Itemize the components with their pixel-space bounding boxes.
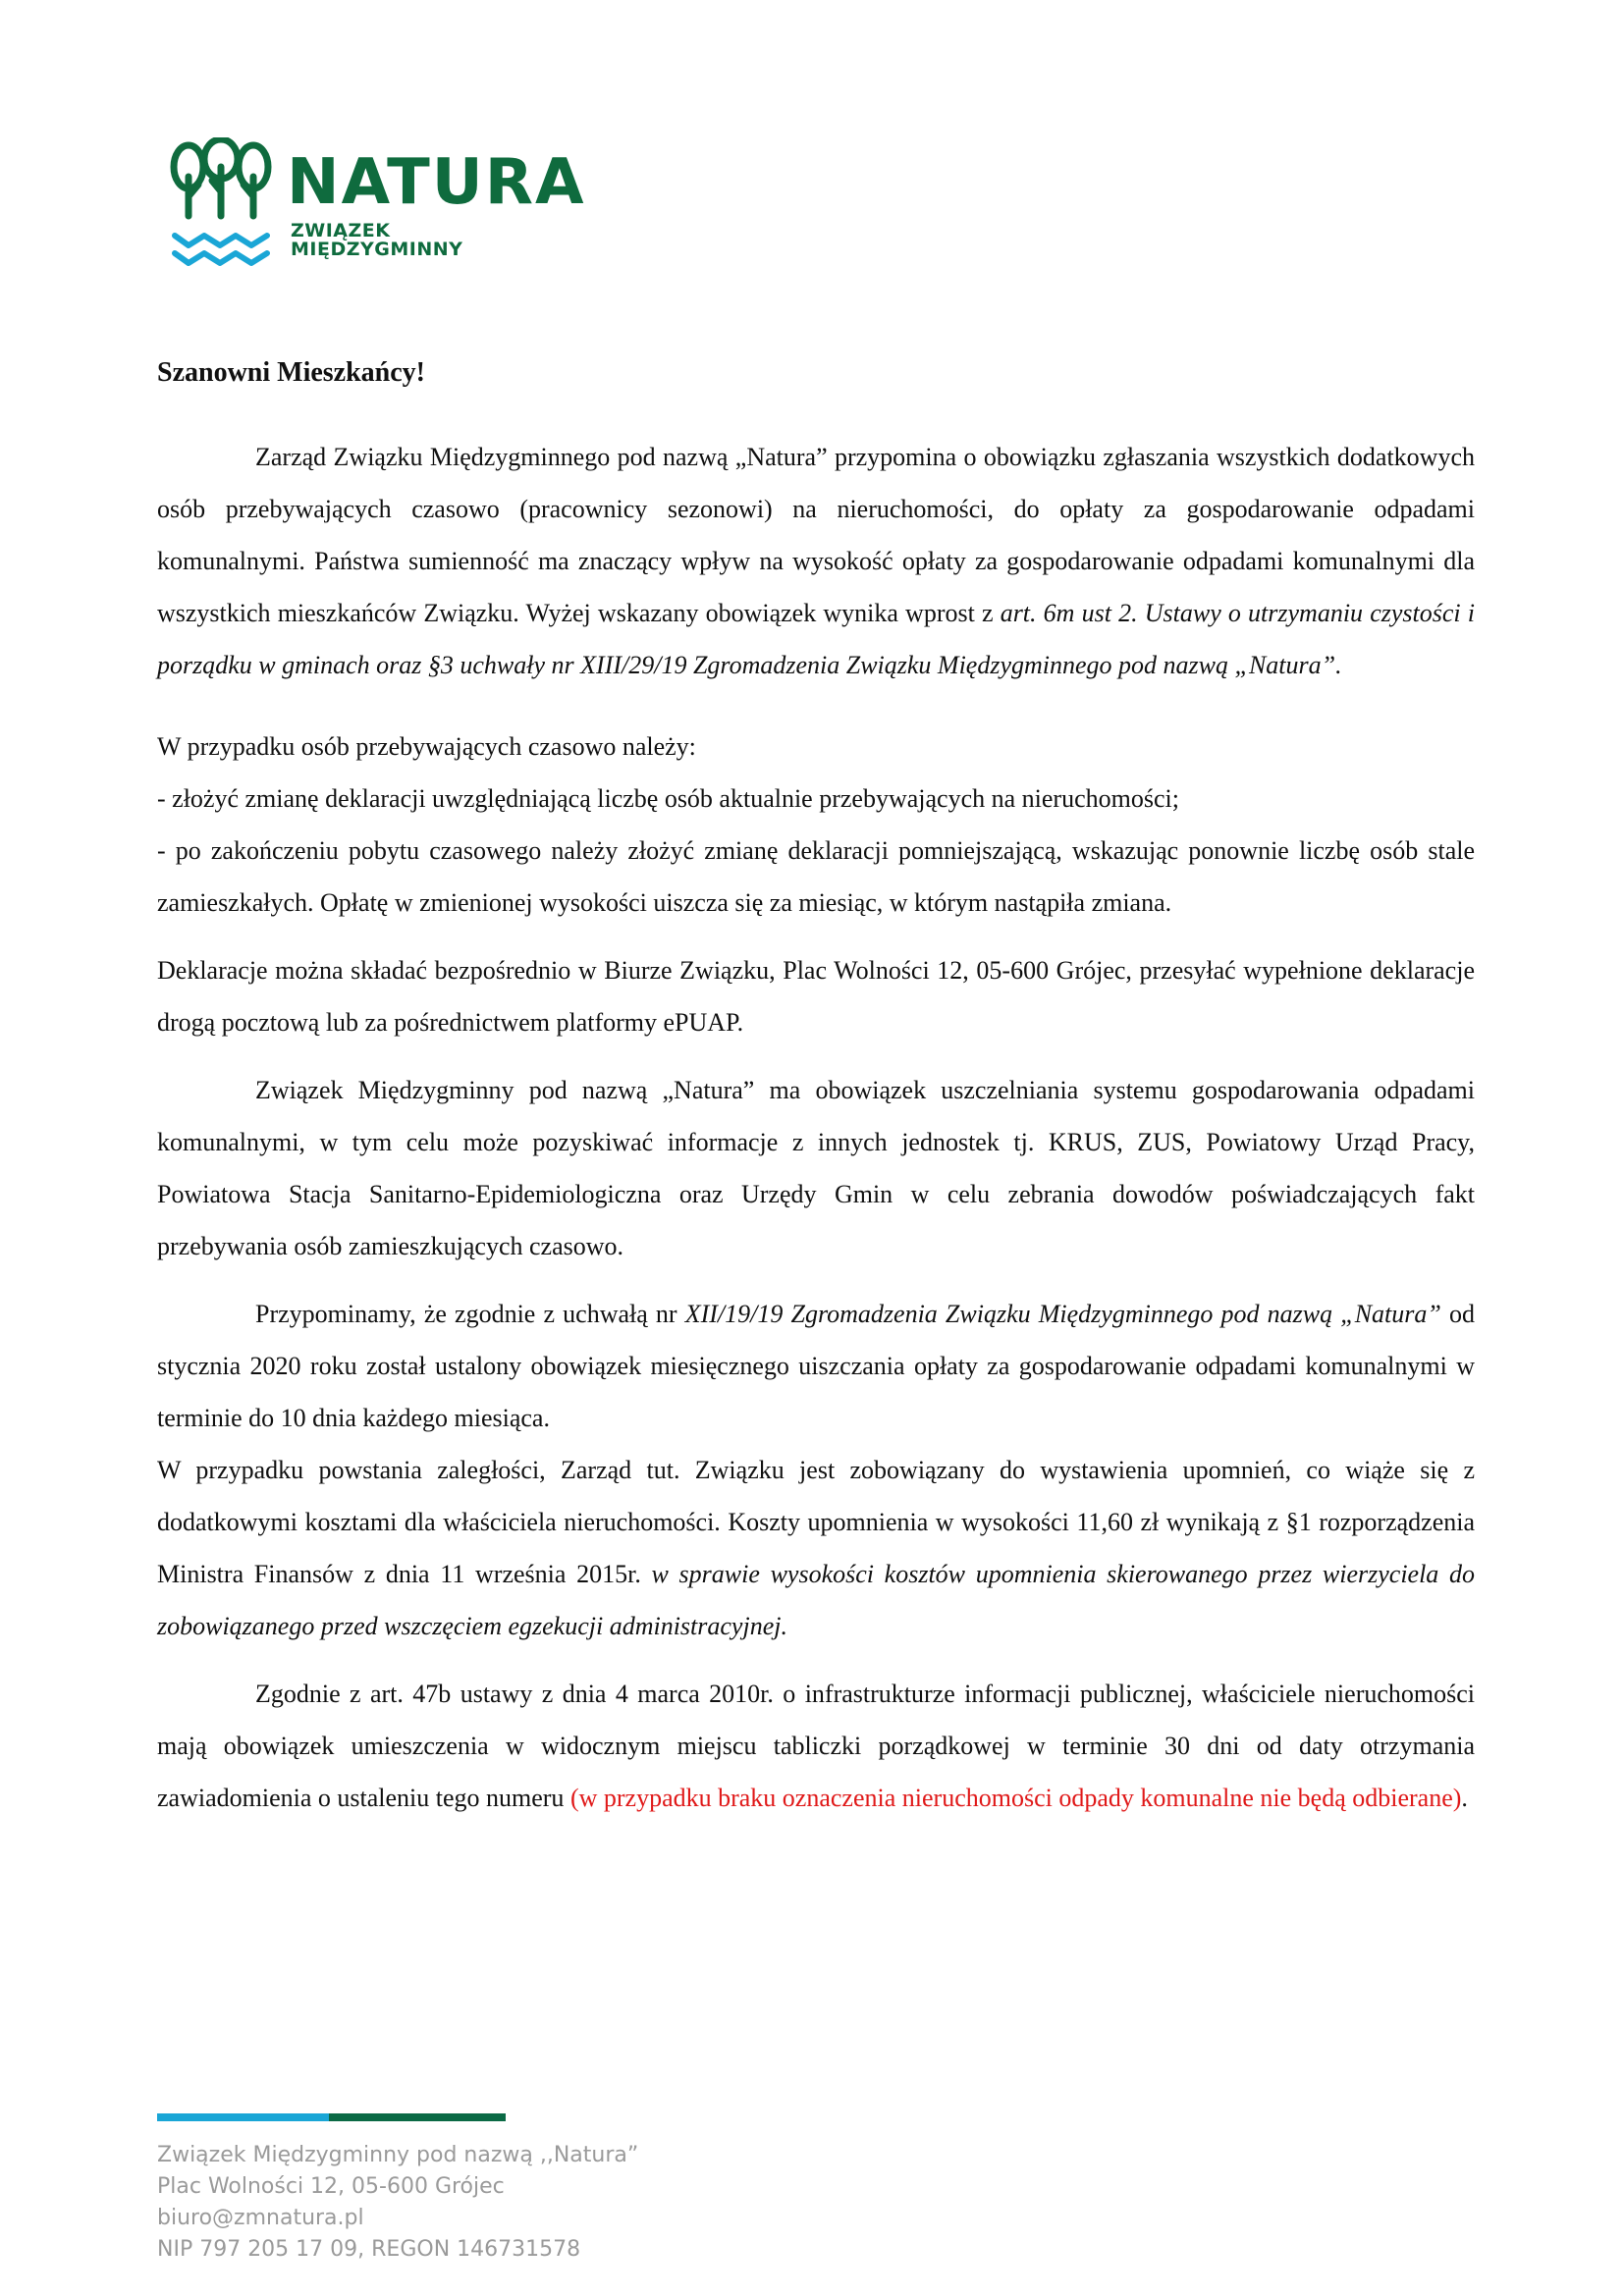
address-plate-text: Zgodnie z art. 47b ustawy z dnia 4 marca 2010r. o infrastrukturze informacji publicznej, właściciele nieruchomości mają obowiązek umieszczenia w widocznym miejscu tabliczki porządkowej w terminie 30 dni od daty otrzymania zawiadomienia o ustaleniu tego numeru: [157, 1680, 1475, 1813]
instruction-item-2: - po zakończeniu pobytu czasowego należy złożyć zmianę deklaracji pomniejszającą, wskazując ponownie liczbę osób stale zamieszkałych. Opłatę w zmienionej wysokości uiszcza się za miesiąc, w którym nastąpiła zmiana.: [157, 836, 1475, 918]
payment-text-a: Przypominamy, że zgodnie z uchwałą nr: [255, 1300, 685, 1329]
paragraph-obligation-text: Zarząd Związku Międzygminnego pod nazwą „Natura” przypomina o obowiązku zgłaszania wszystkich dodatkowych osób przebywających czasowo (pracownicy sezonowi) na nieruchomości, do opłaty za gospodarowanie odpadami komunalnymi. Państwa sumienność ma znaczący wpływ na wysokość opłaty za gospodarowanie odpadami komunalnymi dla wszystkich mieszkańców Związku. Wyżej wskazany obowiązek wynika wprost z: [157, 443, 1475, 628]
footer-divider: [157, 2113, 506, 2121]
logo-subtitle: ZWIĄZEK MIĘDZYGMINNY: [291, 220, 463, 260]
footer-address: Plac Wolności 12, 05-600 Grójec: [157, 2174, 505, 2199]
instruction-item-1: - złożyć zmianę deklaracji uwzględniającą liczbę osób aktualnie przebywających na nieruchomości;: [157, 784, 1179, 814]
paragraph-obligation: [157, 431, 1475, 691]
paragraph-arrears: [157, 1444, 1475, 1652]
paragraph-address-plate: [157, 1668, 1475, 1824]
letter-body: [157, 353, 1475, 1824]
address-plate-end: .: [1461, 1784, 1468, 1813]
logo-name: NATURA: [287, 146, 586, 219]
legal-reference: art. 6m ust 2. Ustawy o utrzymaniu czystości i porządku w gminach oraz §3 uchwały nr XIII/29/19 Zgromadzenia Związku Międzygminnego pod nazwą „Natura”.: [157, 599, 1476, 680]
footer-bar-blue: [157, 2113, 329, 2121]
footer-email: biuro@zmnatura.pl: [157, 2206, 364, 2230]
natura-logo: [167, 137, 586, 285]
footer-bar-green: [329, 2113, 506, 2121]
paragraph-instructions-intro: W przypadku osób przebywających czasowo należy:: [157, 732, 696, 762]
payment-text-c: od stycznia 2020 roku został ustalony obowiązek miesięcznego uiszczania opłaty za gospodarowanie odpadami komunalnymi w terminie do 10 dnia każdego miesiąca.: [157, 1300, 1475, 1433]
regulation-title: w sprawie wysokości kosztów upomnienia skierowanego przez wierzyciela do zobowiązanego przed wszczęciem egzekucji administracyjnej.: [157, 1560, 1475, 1641]
paragraph-declarations: Deklaracje można składać bezpośrednio w Biurze Związku, Plac Wolności 12, 05-600 Grójec, przesyłać wypełnione deklaracje drogą pocztową lub za pośrednictwem platformy ePUAP.: [157, 956, 1475, 1038]
footer-ids: NIP 797 205 17 09, REGON 146731578: [157, 2237, 581, 2262]
footer-org-name: Związek Międzygminny pod nazwą ,,Natura”: [157, 2143, 639, 2167]
arrears-text: W przypadku powstania zaległości, Zarząd tut. Związku jest zobowiązany do wystawienia upomnień, co wiąże się z dodatkowymi kosztami dla właściciela nieruchomości. Koszty upomnienia w wysokości 11,60 zł wynikają z §1 rozporządzenia Ministra Finansów z dnia 11 września 2015r.: [157, 1456, 1475, 1589]
pickup-warning: (w przypadku braku oznaczenia nieruchomości odpady komunalne nie będą odbierane): [569, 1784, 1462, 1813]
resolution-reference: XII/19/19 Zgromadzenia Związku Międzygminnego pod nazwą „Natura”: [684, 1300, 1441, 1329]
paragraph-payment-deadline: [157, 1288, 1475, 1444]
greeting: Szanowni Mieszkańcy!: [157, 357, 425, 388]
trees-and-waves-icon: [167, 137, 275, 285]
paragraph-sealing-system: Związek Międzygminny pod nazwą „Natura” ma obowiązek uszczelniania systemu gospodarowania odpadami komunalnymi, w tym celu może pozyskiwać informacje z innych jednostek tj. KRUS, ZUS, Powiatowy Urząd Pracy, Powiatowa Stacja Sanitarno-Epidemiologiczna oraz Urzędy Gmin w celu zebrania dowodów poświadczających fakt przebywania osób zamieszkujących czasowo.: [157, 1076, 1475, 1261]
footer-contact: [157, 2140, 638, 2266]
